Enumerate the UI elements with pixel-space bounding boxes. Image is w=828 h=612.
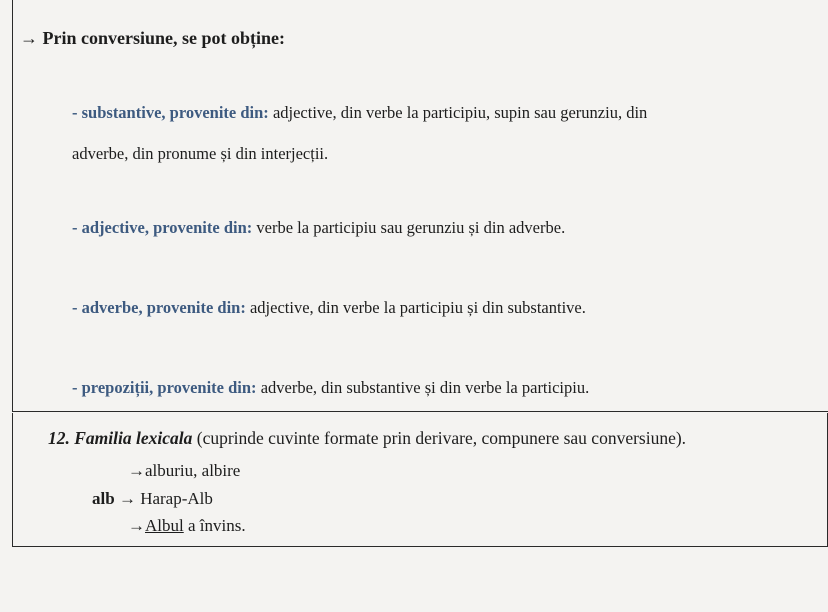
section-description: (cuprinde cuvinte formate prin derivare, compunere sau conversiune).: [196, 428, 687, 448]
example-text: a învins.: [183, 516, 246, 535]
section-heading: [20, 28, 285, 49]
section-12-title: [48, 428, 686, 449]
example-text: Harap-Alb: [140, 489, 213, 508]
item-label: - prepoziții, provenite din:: [72, 378, 257, 397]
section-number: 12.: [48, 428, 70, 448]
arrow-icon: →: [118, 489, 136, 508]
example-text: alburiu, albire: [145, 461, 241, 480]
conversion-box: [12, 0, 828, 412]
item-adjective: [72, 218, 565, 238]
arrow-icon: →: [128, 516, 145, 535]
example-composition: [92, 489, 213, 509]
item-text: adjective, din verbe la participiu și din substantive.: [249, 298, 586, 317]
item-label: - substantive, provenite din:: [72, 103, 269, 122]
item-label: - adjective, provenite din:: [72, 218, 253, 237]
example-conversion: [128, 516, 246, 536]
section-title: Familia lexicala: [74, 428, 193, 448]
item-substantive-continuation: adverbe, din pronume și din interjecții.: [72, 144, 329, 163]
example-underlined: Albul: [145, 516, 184, 535]
item-label: - adverbe, provenite din:: [72, 298, 246, 317]
item-text: adverbe, din substantive și din verbe la participiu.: [260, 378, 590, 397]
item-substantive: [72, 103, 647, 123]
item-text: verbe la participiu sau gerunziu și din adverbe.: [256, 218, 566, 237]
item-text: adjective, din verbe la participiu, supin sau gerunziu, din: [272, 103, 648, 122]
arrow-icon: →: [20, 28, 38, 48]
item-adverb: [72, 298, 586, 318]
item-preposition: [72, 378, 589, 398]
example-derivation: [128, 461, 240, 481]
heading-text: Prin conversiune, se pot obține:: [42, 28, 285, 48]
arrow-icon: →: [128, 461, 145, 480]
root-word: alb: [92, 489, 115, 508]
